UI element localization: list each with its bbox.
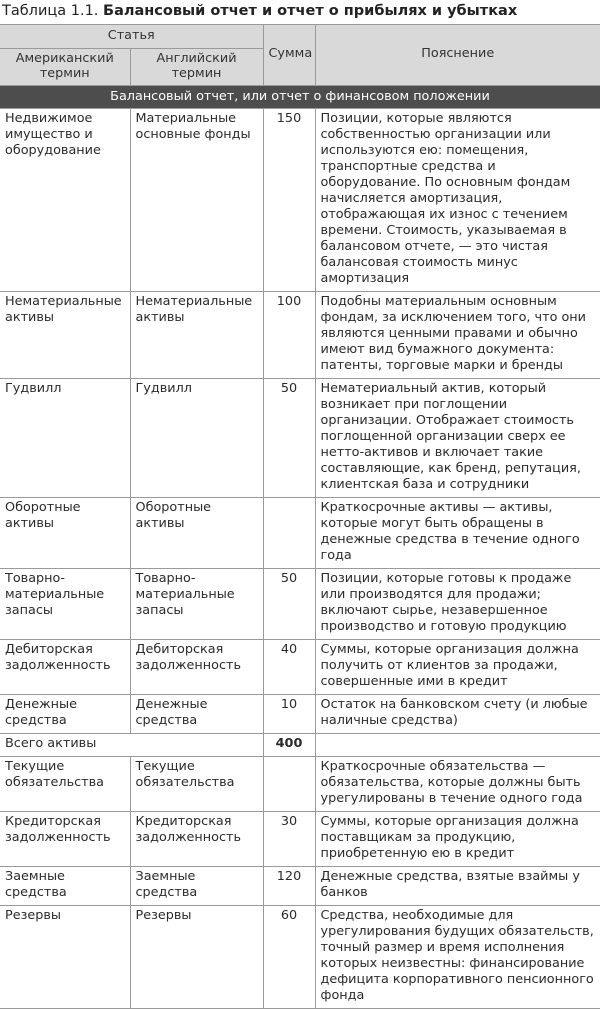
header-american-term: Американский термин bbox=[0, 49, 130, 86]
cell-note: Остаток на банковском счету (и любые наличные средства) bbox=[315, 695, 600, 734]
cell-uk: Оборотные активы bbox=[130, 498, 263, 569]
cell-amount: 50 bbox=[263, 569, 315, 640]
cell-amount bbox=[263, 757, 315, 812]
table-row bbox=[0, 569, 600, 640]
header-english-term: Английский термин bbox=[130, 49, 263, 86]
cell-us: Оборотные активы bbox=[0, 498, 130, 569]
header-explanation: Пояснение bbox=[315, 25, 600, 86]
section-title: Балансовый отчет, или отчет о финансовом положении bbox=[0, 86, 600, 109]
cell-note: Средства, необходимые для урегулирования будущих обязательств, точный размер и время исполнения которых неизвестны: финансирование дефицита корпоративного пенсионного фонда bbox=[315, 906, 600, 1009]
cell-uk: Товарно-материальные запасы bbox=[130, 569, 263, 640]
cell-amount: 150 bbox=[263, 109, 315, 292]
cell-us: Заемные средства bbox=[0, 867, 130, 906]
cell-note: Нематериальный актив, который возникает при поглощении организации. Отображает стоимость поглощенной организации сверх ее нетто-активов и включает такие составляющие, как бренд, репутация, клиентская база и сотрудники bbox=[315, 379, 600, 498]
header-item: Статья bbox=[0, 25, 263, 49]
total-note bbox=[315, 734, 600, 757]
cell-uk: Дебиторская задолженность bbox=[130, 640, 263, 695]
cell-note: Суммы, которые организация должна получить от клиентов за продажи, совершенные ими в кредит bbox=[315, 640, 600, 695]
cell-uk: Гудвилл bbox=[130, 379, 263, 498]
cell-note: Краткосрочные активы — активы, которые могут быть обращены в денежные средства в течение одного года bbox=[315, 498, 600, 569]
balance-sheet-table bbox=[0, 24, 600, 1009]
total-amount: 400 bbox=[263, 734, 315, 757]
total-row bbox=[0, 734, 600, 757]
cell-us: Недвижимое имущество и оборудование bbox=[0, 109, 130, 292]
caption-prefix: Таблица 1.1. bbox=[2, 3, 104, 19]
cell-note: Краткосрочные обязательства — обязательства, которые должны быть урегулированы в течение одного года bbox=[315, 757, 600, 812]
table-row bbox=[0, 379, 600, 498]
cell-us: Кредиторская задолженность bbox=[0, 812, 130, 867]
table-caption bbox=[2, 2, 517, 20]
cell-uk: Резервы bbox=[130, 906, 263, 1009]
cell-amount: 30 bbox=[263, 812, 315, 867]
table-row bbox=[0, 906, 600, 1009]
table-row bbox=[0, 812, 600, 867]
table-row bbox=[0, 498, 600, 569]
cell-us: Денежные средства bbox=[0, 695, 130, 734]
cell-uk: Материальные основные фонды bbox=[130, 109, 263, 292]
cell-uk: Нематериальные активы bbox=[130, 292, 263, 379]
cell-amount: 10 bbox=[263, 695, 315, 734]
cell-note: Позиции, которые являются собственностью организации или используются ею: помещения, транспортные средства и оборудование. По основным фондам начисляется амортизация, отображающая их износ с течением времени. Стоимость, указываемая в балансовом отчете, — это чистая балансовая стоимость минус амортизация bbox=[315, 109, 600, 292]
cell-us: Нематериальные активы bbox=[0, 292, 130, 379]
cell-us: Дебиторская задолженность bbox=[0, 640, 130, 695]
cell-note: Позиции, которые готовы к продаже или производятся для продажи; включают сырье, незавершенное производство и готовую продукцию bbox=[315, 569, 600, 640]
cell-uk: Текущие обязательства bbox=[130, 757, 263, 812]
table-row bbox=[0, 695, 600, 734]
cell-note: Подобны материальным основным фондам, за исключением того, что они являются ценными правами и обычно имеют вид бумажного документа: патенты, торговые марки и бренды bbox=[315, 292, 600, 379]
caption-title: Балансовый отчет и отчет о прибылях и убытках bbox=[103, 3, 518, 19]
cell-us: Товарно-материальные запасы bbox=[0, 569, 130, 640]
cell-amount: 50 bbox=[263, 379, 315, 498]
cell-note: Суммы, которые организация должна поставщикам за продукцию, приобретенную ею в кредит bbox=[315, 812, 600, 867]
cell-us: Гудвилл bbox=[0, 379, 130, 498]
header-amount: Сумма bbox=[263, 25, 315, 86]
cell-amount: 100 bbox=[263, 292, 315, 379]
cell-uk: Заемные средства bbox=[130, 867, 263, 906]
cell-note: Денежные средства, взятые взаймы у банков bbox=[315, 867, 600, 906]
table-row bbox=[0, 109, 600, 292]
cell-us: Резервы bbox=[0, 906, 130, 1009]
cell-uk: Кредиторская задолженность bbox=[130, 812, 263, 867]
total-label: Всего активы bbox=[0, 734, 263, 757]
cell-amount bbox=[263, 498, 315, 569]
cell-us: Текущие обязательства bbox=[0, 757, 130, 812]
cell-amount: 40 bbox=[263, 640, 315, 695]
cell-amount: 120 bbox=[263, 867, 315, 906]
cell-amount: 60 bbox=[263, 906, 315, 1009]
table-row bbox=[0, 757, 600, 812]
table-row bbox=[0, 867, 600, 906]
table-row bbox=[0, 640, 600, 695]
table-row bbox=[0, 292, 600, 379]
cell-uk: Денежные средства bbox=[130, 695, 263, 734]
